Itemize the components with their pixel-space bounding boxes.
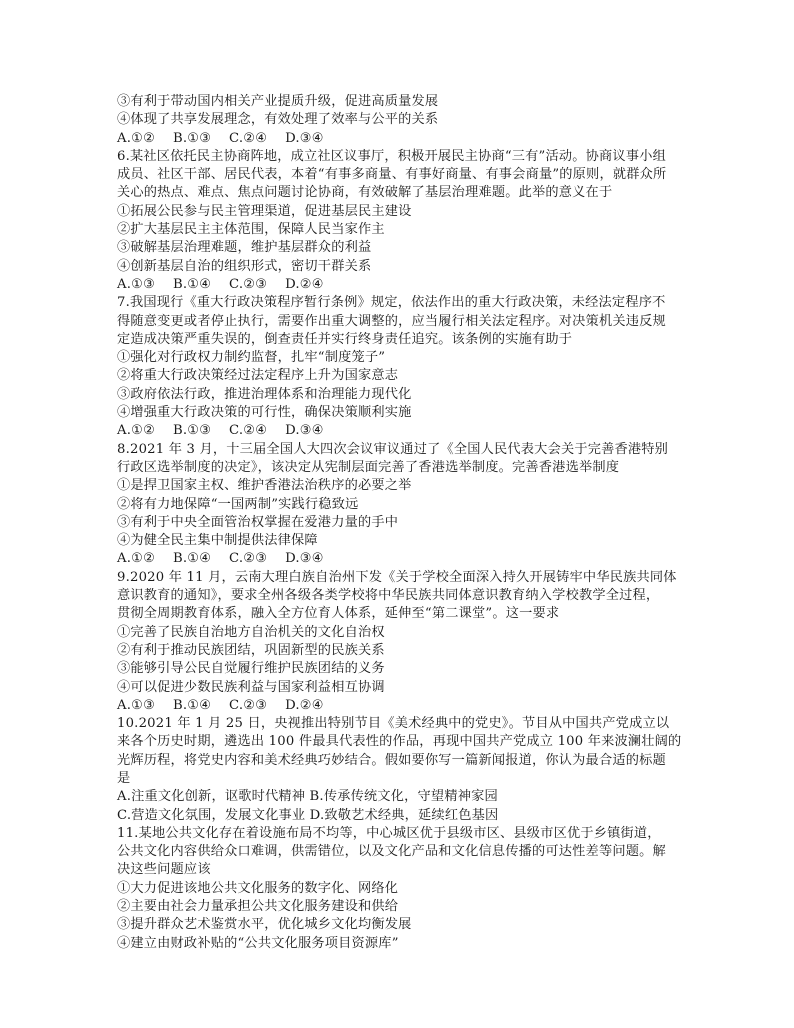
statement-item: ③政府依法行政，推进治理体系和治理能力现代化: [117, 386, 412, 402]
answer-options-line: A.①③ B.①④ C.②③ D.②④: [117, 697, 324, 713]
question-10-stem: 是: [117, 770, 131, 786]
question-7-stem: 定造成决策严重失误的，倒查责任并实行终身责任追究。该条例的实施有助于: [117, 331, 573, 347]
text-line: ④体现了共享发展理念，有效处理了效率与公平的关系: [117, 112, 439, 128]
statement-item: ①拓展公民参与民主管理渠道，促进基层民主建设: [117, 203, 412, 219]
question-9-stem: 贯彻全周期教育体系，融入全方位育人体系，延伸至“第二课堂”。这一要求: [117, 606, 560, 622]
statement-item: ④增强重大行政决策的可行性，确保决策顺利实施: [117, 405, 412, 421]
statement-item: ④建立由财政补贴的“公共文化服务项目资源库”: [117, 935, 399, 951]
answer-options-line: A.①② B.①③ C.②④ D.③④: [117, 130, 324, 146]
answer-options-line: A.①② B.①④ C.②③ D.③④: [117, 551, 324, 567]
question-11-stem: 决这些问题应该: [117, 862, 211, 878]
question-6-stem: 关心的热点、难点、焦点问题讨论协商，有效破解了基层治理难题。此举的意义在于: [117, 185, 613, 201]
question-10-stem: 10.2021 年 1 月 25 日，央视推出特别节目《美术经典中的党史》。节目从中国共产党成立以: [117, 716, 670, 732]
answer-options-line: A.注重文化创新，讴歌时代精神 B.传承传统文化，守望精神家园: [117, 789, 498, 805]
statement-item: ④为健全民主集中制提供法律保障: [117, 533, 318, 549]
statement-item: ③能够引导公民自觉履行维护民族团结的义务: [117, 661, 385, 677]
question-6-stem: 6.某社区依托民主协商阵地，成立社区议事厅，积极开展民主协商“三有”活动。协商议事小组: [117, 148, 666, 164]
question-7-stem: 得随意变更或者停止执行，需要作出重大调整的，应当履行相关法定程序。对决策机关违反规: [117, 313, 666, 329]
question-10-stem: 来各个历史时期，遴选出 100 件最具代表性的作品，再现中国共产党成立 100 年来波澜壮阔的: [117, 734, 682, 750]
statement-item: ②将有力地保障“一国两制”实践行稳致远: [117, 496, 359, 512]
document-page: [117, 93, 697, 953]
answer-options-line: A.①② B.①③ C.②④ D.③④: [117, 423, 324, 439]
question-8-stem: 8.2021 年 3 月，十三届全国人大四次会议审议通过了《全国人民代表大会关于完善香港特别: [117, 441, 669, 457]
question-6-stem: 成员、社区干部、居民代表，本着“有事多商量、有事好商量、有事会商量”的原则，就群众所: [117, 167, 667, 183]
text-line: ③有利于带动国内相关产业提质升级，促进高质量发展: [117, 94, 439, 109]
statement-item: ③破解基层治理难题，维护基层群众的利益: [117, 240, 372, 256]
statement-item: ②扩大基层民主主体范围，保障人民当家作主: [117, 222, 385, 238]
statement-item: ④可以促进少数民族利益与国家利益相互协调: [117, 679, 385, 695]
statement-item: ④创新基层自治的组织形式，密切干群关系: [117, 258, 372, 274]
question-11-stem: 11.某地公共文化存在着设施布局不均等，中心城区优于县级市区、县级市区优于乡镇街道，: [117, 825, 661, 841]
statement-item: ③有利于中央全面管治权掌握在爱港力量的手中: [117, 514, 399, 530]
statement-item: ③提升群众艺术鉴赏水平，优化城乡文化均衡发展: [117, 917, 412, 933]
answer-options-line: C.营造文化氛围，发展文化事业 D.致敬艺术经典，延续红色基因: [117, 807, 499, 823]
question-8-stem: 行政区选举制度的决定》，该决定从宪制层面完善了香港选举制度。完善香港选举制度: [117, 459, 620, 475]
question-11-stem: 公共文化内容供给众口难调，供需错位，以及文化产品和文化信息传播的可达性差等问题。解: [117, 844, 666, 860]
question-9-stem: 9.2020 年 11 月，云南大理白族自治州下发《关于学校全面深入持久开展铸牢中华民族共同体: [117, 569, 677, 585]
statement-item: ①强化对行政权力制约监督，扎牢“制度笼子”: [117, 350, 386, 366]
statement-item: ②有利于推动民族团结，巩固新型的民族关系: [117, 642, 385, 658]
question-7-stem: 7.我国现行《重大行政决策程序暂行条例》规定，依法作出的重大行政决策，未经法定程序不: [117, 295, 666, 311]
statement-item: ②将重大行政决策经过法定程序上升为国家意志: [117, 368, 399, 384]
statement-item: ①是捍卫国家主权、维护香港法治秩序的必要之举: [117, 478, 412, 494]
statement-item: ①完善了民族自治地方自治机关的文化自治权: [117, 624, 385, 640]
answer-options-line: A.①③ B.①④ C.②③ D.②④: [117, 276, 324, 292]
question-10-stem: 光辉历程，将党史内容和美术经典巧妙结合。假如要你写一篇新闻报道，你认为最合适的标题: [117, 752, 666, 768]
question-9-stem: 意识教育的通知》，要求全州各级各类学校将中华民族共同体意识教育纳入学校教学全过程，: [117, 588, 660, 604]
statement-item: ②主要由社会力量承担公共文化服务建设和供给: [117, 899, 399, 915]
statement-item: ①大力促进该地公共文化服务的数字化、网络化: [117, 880, 399, 896]
